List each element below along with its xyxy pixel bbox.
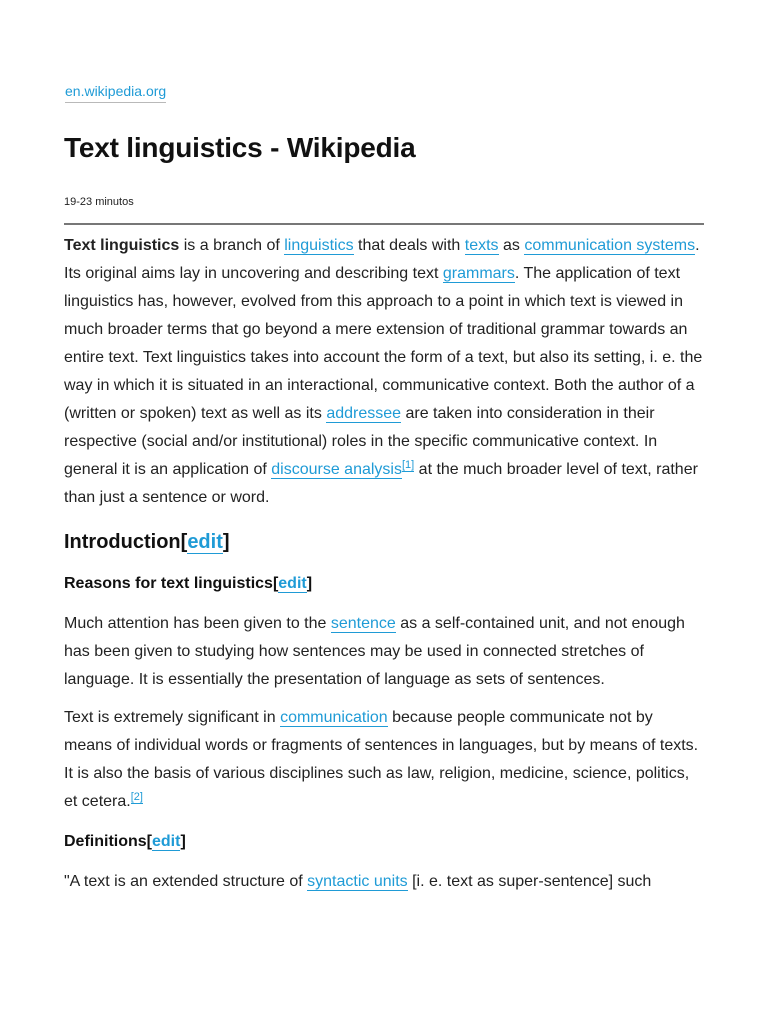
text-run: as xyxy=(498,237,525,254)
reasons-paragraph-2 xyxy=(64,704,704,816)
text-run: . Its original aims lay in uncovering and describing text xyxy=(64,237,700,282)
text-run: at the much broader level of text, rather than just a sentence or word. xyxy=(64,461,698,506)
bracket-close: ] xyxy=(222,531,230,553)
intro-paragraph xyxy=(64,232,704,512)
text-run: Text is extremely significant in xyxy=(64,709,281,726)
text-run: because people communicate not by means of individual words or fragments of sentences in languages, but by means of texts. It is also the basis of various disciplines such as law, religion, medicine, science, politics, et cetera. xyxy=(64,709,699,810)
section-title: Definitions xyxy=(64,833,147,850)
section-heading-reasons xyxy=(64,570,704,598)
header-divider xyxy=(64,223,704,225)
bracket-open: [ xyxy=(180,531,188,553)
section-heading-definitions xyxy=(64,828,704,856)
link-grammars[interactable]: grammars xyxy=(442,265,515,282)
bracket-close: ] xyxy=(306,575,313,592)
text-run: . The application of text linguistics has, however, evolved from this approach to a point in which text is viewed in much broader terms that go beyond a mere extension of traditional grammar towards an entire text. Text linguistics takes into account the form of a text, but also its setting, i. e. the way in which it is situated in an interactional, communicative context. Both the author of a (written or spoken) text as well as its xyxy=(64,265,703,422)
bracket-open: [ xyxy=(146,833,152,850)
section-heading-introduction xyxy=(64,526,704,558)
link-sentence[interactable]: sentence xyxy=(330,615,396,632)
bracket-close: ] xyxy=(180,833,186,850)
link-addressee[interactable]: addressee xyxy=(326,405,402,422)
edit-link-reasons[interactable]: edit xyxy=(278,575,307,592)
article-term: Text linguistics xyxy=(64,237,180,254)
text-run: are taken into consideration in their respective (social and/or institutional) roles in the specific communicative context. In general it is an application of xyxy=(64,405,658,478)
text-run: "A text is an extended structure of xyxy=(64,873,308,890)
link-linguistics[interactable]: linguistics xyxy=(284,237,354,254)
link-discourse-analysis[interactable]: discourse analysis xyxy=(271,461,402,478)
text-run: as a self-contained unit, and not enough has been given to studying how sentences may be used in connected stretches of language. It is essentially the presentation of language as sets of sentences. xyxy=(64,615,685,688)
reference-2-link[interactable]: [2] xyxy=(130,790,143,803)
text-run: Much attention has been given to the xyxy=(64,615,331,632)
text-run: is a branch of xyxy=(179,237,285,254)
page-title: Text linguistics - Wikipedia xyxy=(64,132,416,163)
link-communication[interactable]: communication xyxy=(280,709,388,726)
link-communication-systems[interactable]: communication systems xyxy=(524,237,696,254)
section-title: Introduction xyxy=(64,531,181,553)
link-syntactic-units[interactable]: syntactic units xyxy=(307,873,408,890)
reference-1-link[interactable]: [1] xyxy=(401,458,415,471)
article-body xyxy=(64,232,704,906)
edit-link-introduction[interactable]: edit xyxy=(187,531,223,553)
source-link[interactable]: en.wikipedia.org xyxy=(65,82,166,103)
text-run: [i. e. text as super-sentence] such xyxy=(407,873,652,890)
text-run: that deals with xyxy=(353,237,465,254)
reasons-paragraph-1 xyxy=(64,610,704,694)
reading-time: 19-23 minutos xyxy=(64,196,134,208)
bracket-open: [ xyxy=(272,575,279,592)
definitions-paragraph-1 xyxy=(64,868,704,896)
section-title: Reasons for text linguistics xyxy=(64,575,273,592)
link-texts[interactable]: texts xyxy=(464,237,499,254)
edit-link-definitions[interactable]: edit xyxy=(152,833,181,850)
